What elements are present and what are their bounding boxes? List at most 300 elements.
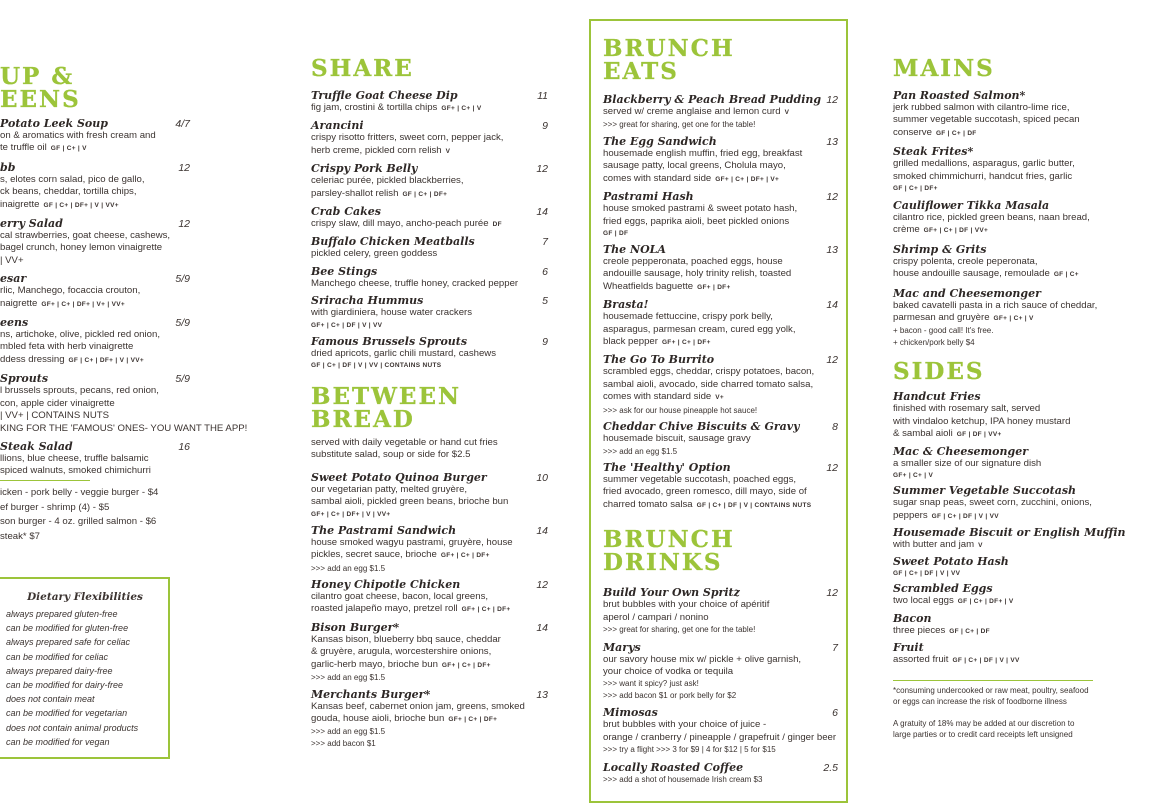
menu-item-name: Buffalo Chicken Meatballs: [311, 235, 475, 249]
menu-item-description: [311, 603, 548, 616]
menu-item-description-text: served w/ creme anglaise and lemon curd: [603, 106, 781, 117]
menu-item: [311, 89, 548, 115]
dietary-tags: V: [978, 541, 983, 549]
menu-item-description: [0, 199, 190, 212]
menu-item-description-text: housemade biscuit, sausage gravy: [603, 433, 751, 445]
menu-item-description-text: spiced walnuts, smoked chimichurri: [0, 465, 151, 477]
dietary-item: always prepared safe for celiac: [6, 637, 131, 648]
menu-item: [603, 461, 838, 512]
menu-item-description: [893, 428, 1153, 441]
gratuity-note: A gratuity of 18% may be added at our discretion to large parties or to credit card receipts left unsigned: [893, 718, 1075, 740]
menu-item: [311, 265, 548, 290]
dietary-tags: GF+ | C+ | V: [893, 472, 934, 480]
menu-item-description-text: house smoked wagyu pastrami, gruyère, house: [311, 536, 513, 548]
menu-item-description-text: & gruyère, arugula, worcestershire onions,: [311, 646, 492, 658]
menu-item-description-text: housemade english muffin, fried egg, breakfast: [603, 147, 803, 159]
menu-item-description: [893, 595, 1153, 608]
menu-item-price: 12: [178, 161, 190, 174]
menu-item-description: [311, 132, 548, 144]
menu-item: [603, 353, 838, 416]
menu-item-description-text: three pieces: [893, 624, 946, 636]
menu-item-description-text: cilantro rice, pickled green beans, naan bread,: [893, 212, 1090, 224]
brunch-eats-title: BRUNCH EATS: [603, 35, 735, 85]
menu-item: [0, 117, 190, 156]
menu-item-description-text: Manchego cheese, truffle honey, cracked pepper: [311, 277, 519, 289]
menu-item-name: Crab Cakes: [311, 205, 381, 219]
menu-item-name: Fruit: [893, 641, 924, 655]
menu-item-description-text: scrambled eggs, cheddar, crispy potatoes, bacon,: [603, 366, 815, 378]
menu-item-description: [603, 203, 838, 215]
menu-item-price: 12: [826, 462, 838, 474]
menu-item-description-text: llions, blue cheese, truffle balsamic: [0, 452, 149, 464]
menu-item: [893, 145, 1153, 194]
menu-item-description: [603, 486, 838, 498]
dietary-tags: GF | C+ | DF+ | V | VV+: [43, 201, 119, 209]
menu-item-description-text: brut bubbles with your choice of juice -: [603, 719, 767, 731]
menu-item-description-text: fried eggs, paprika aioli, beet pickled onions: [603, 215, 790, 227]
dietary-item: can be modified for celiac: [6, 651, 109, 662]
menu-item-description: [603, 666, 838, 678]
menu-item: [311, 294, 548, 330]
mains-title: MAINS: [893, 55, 995, 82]
menu-item-name: Sweet Potato Hash: [893, 555, 1009, 569]
menu-item-description: [311, 659, 548, 672]
menu-item-header: [603, 761, 838, 774]
menu-item-price: 13: [826, 135, 838, 148]
menu-item-description-text: aperol / campari / nonino: [603, 611, 709, 623]
menu-item-description: [603, 311, 838, 323]
menu-item: [0, 272, 190, 311]
menu-item-description-text: celeriac purée, pickled blackberries,: [311, 175, 464, 187]
menu-item-description-text: two local eggs: [893, 595, 954, 607]
menu-item-description: [603, 433, 838, 445]
menu-item-description-text: fig jam, crostini & tortilla chips: [311, 102, 438, 113]
menu-item-description: [0, 410, 190, 422]
dietary-tags: GF+ | C+ | DF+: [448, 715, 498, 723]
menu-item-note: >>> great for sharing, get one for the table!: [603, 625, 756, 635]
menu-item-header: [311, 205, 548, 218]
menu-item-description: [893, 224, 1153, 237]
menu-item: [893, 484, 1153, 523]
menu-item-description: [311, 348, 548, 360]
menu-item-price: 12: [536, 163, 548, 176]
menu-item-description-text: con, apple cider vinaigrette: [0, 397, 115, 409]
menu-item-description: [893, 458, 1153, 470]
menu-item-description: [0, 255, 190, 267]
menu-item-description: [311, 549, 548, 562]
menu-item-description: [603, 612, 838, 624]
menu-item-description: [311, 646, 548, 658]
menu-item-header: [603, 641, 838, 654]
menu-item-description-text: crème: [893, 224, 920, 236]
menu-item-description: [0, 186, 190, 198]
menu-item-description: [311, 496, 548, 508]
menu-item-price: 12: [536, 579, 548, 591]
menu-item-price: 5: [542, 295, 548, 308]
dietary-item: does not contain animal products: [6, 722, 139, 733]
menu-item-description: [311, 713, 548, 726]
brunch-column: [603, 37, 838, 785]
menu-item-header: [893, 582, 1153, 595]
menu-item-header: [603, 420, 838, 433]
menu-item-note: >>> add an egg $1.5: [311, 563, 386, 573]
menu-item: [603, 190, 838, 239]
menu-item-description: [603, 366, 838, 378]
menu-item: [893, 612, 1153, 638]
menu-item-note: >>> add an egg $1.5: [603, 446, 678, 456]
menu-item-note: + bacon - good call! It's free.: [893, 326, 994, 336]
menu-item-description-text: KING FOR THE 'FAMOUS' ONES- YOU WANT THE APP!: [0, 422, 248, 434]
menu-item-description-text: a smaller size of our signature dish: [893, 457, 1042, 469]
menu-item-name: The 'Healthy' Option: [603, 461, 731, 474]
menu-item-header: [893, 199, 1153, 212]
menu-item-price: 9: [542, 120, 548, 133]
menu-item: [311, 621, 548, 684]
menu-item-description: [0, 142, 190, 155]
menu-item: [893, 243, 1153, 282]
soup-greens-column: [0, 63, 248, 542]
menu-item-description: [0, 341, 190, 353]
menu-item-description-text: sambal aioli, avocado, side charred tomato salsa,: [603, 378, 814, 390]
share-title: SHARE: [311, 55, 414, 82]
menu-item-description-text: crispy slaw, dill mayo, ancho-peach purée: [311, 218, 489, 230]
menu-item-price: 16: [178, 440, 190, 453]
menu-item: [311, 578, 548, 617]
dietary-tags: GF | C+ | DF+: [893, 185, 938, 193]
menu-item: [0, 161, 190, 212]
menu-item-description-text: asparagus, parmesan cream, cured egg yolk,: [603, 323, 796, 335]
menu-item-note: >>> try a flight >>> 3 for $9 | 4 for $12 | 5 for $15: [603, 745, 776, 755]
menu-item-note: >>> add a shot of housemade Irish cream $3: [603, 774, 763, 784]
menu-item-description: [603, 599, 838, 611]
menu-item-description: [893, 510, 1153, 523]
dietary-tags: GF+ | C+ | DF+: [661, 338, 711, 346]
menu-item-description-text: your choice of vodka or tequila: [603, 665, 734, 677]
menu-item-description-text: assorted fruit: [893, 654, 949, 666]
dietary-tags: GF | C+ | DF | V | CONTAINS NUTS: [696, 501, 812, 509]
menu-item-description: [0, 130, 190, 142]
dietary-tags: GF+ | DF+: [697, 283, 731, 291]
dietary-tags: GF+ | C+ | DF+: [441, 661, 491, 669]
menu-item-name: Pan Roasted Salmon*: [893, 89, 1026, 102]
menu-item-name: Locally Roasted Coffee: [603, 760, 744, 774]
menu-item-description: [311, 634, 548, 646]
menu-item-header: [311, 524, 548, 537]
menu-item-name: Mimosas: [603, 706, 658, 720]
menu-item-name: The Go To Burrito: [603, 353, 715, 367]
menu-item-price: 8: [832, 421, 838, 434]
menu-item-header: [893, 612, 1153, 625]
menu-item-description: [603, 732, 838, 744]
menu-item-name: Steak Salad: [0, 439, 73, 453]
menu-item-description: [0, 453, 190, 465]
menu-item-description: [0, 298, 190, 311]
menu-item-description-text: comes with standard side: [603, 172, 712, 184]
menu-item-header: [603, 461, 838, 474]
menu-item-description: [311, 537, 548, 549]
menu-item-description-text: | VV+ | CONTAINS NUTS: [0, 410, 110, 422]
dietary-tags: GF | C+ | V: [50, 145, 87, 153]
menu-item-description-text: crispy polenta, creole peperonata,: [893, 255, 1038, 267]
menu-item-price: 12: [178, 218, 190, 231]
menu-item-description: [0, 174, 190, 186]
menu-item-description: [603, 654, 838, 666]
menu-item-description: [311, 307, 548, 319]
menu-item-description-text: parsley-shallot relish: [311, 187, 399, 199]
menu-item-price: 5/9: [175, 273, 190, 286]
dietary-title: Dietary Flexibilities: [27, 591, 143, 603]
menu-item-header: [893, 243, 1153, 256]
menu-item-description-text: Kansas bison, blueberry bbq sauce, cheddar: [311, 633, 501, 645]
addon-line: steak* $7: [0, 530, 41, 542]
menu-item-description: [0, 285, 190, 297]
dietary-item: always prepared dairy-free: [6, 665, 113, 676]
menu-item: [311, 205, 548, 231]
addon-line: ef burger - shrimp (4) - $5: [0, 501, 110, 513]
menu-item-price: 6: [542, 265, 548, 278]
dietary-item: can be modified for gluten-free: [6, 623, 129, 634]
menu-item-description: [893, 171, 1153, 183]
menu-item-description: [603, 160, 838, 172]
menu-item-header: [603, 190, 838, 203]
menu-item-header: [603, 135, 838, 148]
dietary-tags: GF+ | C+ | DF+: [461, 606, 511, 614]
menu-item-header: [0, 316, 190, 329]
menu-item-description-text: ns, artichoke, olive, pickled red onion,: [0, 329, 160, 341]
menu-item-header: [893, 390, 1153, 403]
menu-item-header: [311, 294, 548, 307]
menu-item-description: [893, 300, 1153, 312]
menu-item-price: 10: [536, 471, 548, 484]
menu-item-description-text: l brussels sprouts, pecans, red onion,: [0, 385, 159, 397]
menu-item-name: Sprouts: [0, 372, 49, 386]
menu-item-description: [311, 145, 548, 158]
menu-item-header: [311, 471, 548, 484]
dietary-tags: GF+ | C+ | V: [441, 105, 482, 112]
menu-item-header: [603, 706, 838, 719]
menu-item-description-text: house smoked pastrami & sweet potato hash,: [603, 203, 798, 215]
sides-items-list: [893, 390, 1153, 667]
menu-item-header: [0, 372, 190, 385]
dietary-item: can be modified for vegan: [6, 736, 110, 747]
menu-item-description-text: dried apricots, garlic chili mustard, cashews: [311, 347, 497, 359]
dietary-item: does not contain meat: [6, 694, 95, 705]
disclaimer: *consuming undercooked or raw meat, poultry, seafood or eggs can increase the risk of foodborne illness: [893, 685, 1089, 707]
dietary-tags: GF+ | C+ | DF | V | VV: [311, 321, 383, 329]
menu-item-description: [311, 175, 548, 187]
menu-item-description: [0, 465, 190, 477]
menu-item-name: Housemade Biscuit or English Muffin: [893, 525, 1126, 539]
menu-item-header: [603, 298, 838, 311]
menu-item-description-text: rlic, Manchego, focaccia crouton,: [0, 285, 141, 297]
menu-item-description: [311, 102, 548, 115]
menu-item-price: 12: [826, 191, 838, 204]
menu-item-description: [893, 127, 1153, 140]
menu-item-name: Brasta!: [603, 298, 649, 312]
dietary-tags: GF | C+ | DF: [935, 129, 977, 137]
between-bread-title: BETWEEN BREAD: [311, 383, 462, 434]
menu-item-description-text: pickles, secret sauce, brioche: [311, 549, 437, 561]
menu-item-header: [893, 555, 1153, 568]
menu-item-description-text: cilantro goat cheese, bacon, local greens,: [311, 591, 489, 602]
addons-divider: [0, 480, 90, 481]
menu-item-header: [311, 578, 548, 591]
menu-item-header: [311, 335, 548, 348]
menu-item-name: Potato Leek Soup: [0, 117, 108, 130]
menu-item-description: [0, 398, 190, 410]
menu-item-header: [893, 287, 1153, 300]
menu-item-description-text: s, elotes corn salad, pico de gallo,: [0, 173, 145, 185]
menu-item-description-text: gouda, house aioli, brioche bun: [311, 712, 445, 724]
menu-item-price: 11: [537, 90, 548, 102]
menu-item-header: [893, 89, 1153, 102]
menu-item: [311, 335, 548, 371]
dietary-tags: GF | C+: [1053, 271, 1079, 279]
menu-item-description-text: Kansas beef, cabernet onion jam, greens, smoked: [311, 700, 525, 712]
menu-item-header: [0, 272, 190, 285]
menu-item-header: [311, 119, 548, 132]
menu-item-description: [0, 329, 190, 341]
menu-item-header: [311, 688, 548, 701]
menu-item-header: [893, 145, 1153, 158]
menu-item: [603, 706, 838, 755]
menu-item-name: Scrambled Eggs: [893, 582, 993, 596]
menu-item-name: Build Your Own Spritz: [603, 586, 740, 600]
menu-item: [311, 162, 548, 201]
between-bread-items-list: [311, 471, 548, 749]
menu-item-description: [311, 484, 548, 496]
menu-item-name: Arancini: [311, 119, 364, 133]
sides-title: SIDES: [893, 358, 985, 386]
menu-item-description-text: finished with rosemary salt, served: [893, 403, 1041, 415]
menu-item-name: Sriracha Hummus: [311, 294, 424, 308]
menu-item-header: [0, 161, 190, 174]
menu-item-header: [0, 217, 190, 230]
menu-item: [893, 89, 1153, 140]
menu-item-price: 12: [826, 587, 838, 600]
menu-item-description: [603, 474, 838, 486]
dietary-tags: GF | C+ | DF+ | V: [957, 598, 1014, 606]
menu-item: [603, 298, 838, 349]
menu-item-description-text: herb creme, pickled corn relish: [311, 144, 442, 156]
menu-item-name: Shrimp & Grits: [893, 242, 987, 256]
dietary-tags: GF+ | C+ | DF+ | V+: [715, 175, 780, 183]
menu-item: [603, 761, 838, 786]
dietary-tags: GF+ | C+ | DF | VV+: [923, 227, 989, 235]
addon-line: son burger - 4 oz. grilled salmon - $6: [0, 516, 157, 527]
dietary-tags: GF | C+ | DF | V | VV: [952, 657, 1020, 665]
dietary-tags: GF+ | C+ | DF+: [440, 552, 490, 560]
menu-item-description-text: comes with standard side: [603, 391, 712, 403]
menu-item: [603, 93, 838, 131]
addon-line: icken - pork belly - veggie burger - $4: [0, 487, 159, 498]
menu-item-description-text: fried avocado, green romesco, dill mayo, side of: [603, 486, 807, 498]
dietary-tags: GF | C+ | DF | V | VV: [893, 570, 961, 578]
menu-item-header: [603, 243, 838, 256]
menu-item-description-text: baked cavatelli pasta in a rich sauce of cheddar,: [893, 299, 1098, 311]
between-bread-intro: served with daily vegetable or hand cut fries substitute salad, soup or side for $2.5: [311, 437, 498, 461]
sides-divider: [893, 680, 1093, 681]
menu-item-description: [603, 106, 838, 119]
dietary-tags: GF+ | C+ | V: [993, 315, 1034, 323]
menu-item-note: >>> want it spicy? just ask!: [603, 679, 699, 689]
menu-item-description: [893, 403, 1153, 415]
dietary-tags: GF+ | C+ | DF+ | V | VV+: [311, 510, 391, 518]
menu-item-description: [893, 268, 1153, 281]
menu-item-description-text: & sambal aioli: [893, 428, 953, 440]
menu-item: [311, 688, 548, 750]
menu-item-description-text: sambal aioli, pickled green beans, brioche bun: [311, 496, 509, 508]
menu-item-price: 12: [826, 354, 838, 367]
menu-item: [893, 555, 1153, 579]
menu-item: [603, 420, 838, 457]
dietary-item: can be modified for vegetarian: [6, 708, 128, 719]
brunch-drinks-title: BRUNCH DRINKS: [603, 526, 735, 577]
menu-item-name: bb: [0, 160, 16, 174]
menu-item-name: eens: [0, 316, 29, 330]
menu-item: [603, 641, 838, 702]
menu-item: [603, 243, 838, 294]
menu-item-header: [603, 93, 838, 106]
menu-item: [603, 586, 838, 635]
menu-item-description: [311, 218, 548, 231]
menu-item-description: [603, 148, 838, 160]
menu-item-price: 13: [826, 243, 838, 256]
menu-item-price: 14: [536, 524, 548, 537]
menu-item-description-text: inaigrette: [0, 198, 40, 210]
menu-item: [893, 582, 1153, 608]
menu-item-description-text: cal strawberries, goat cheese, cashews,: [0, 230, 171, 242]
menu-item-name: Merchants Burger*: [311, 687, 431, 701]
menu-item-description-text: house andouille sausage, remoulade: [893, 268, 1050, 280]
dietary-tags: GF | DF: [603, 229, 629, 237]
menu-item-description-text: our savory house mix w/ pickle + olive garnish,: [603, 653, 802, 665]
menu-item-description: [603, 173, 838, 186]
menu-item-description: [893, 256, 1153, 268]
menu-item: [0, 372, 248, 435]
menu-item-name: Cauliflower Tikka Masala: [893, 199, 1050, 213]
menu-item-description: [311, 188, 548, 201]
menu-item-name: Bison Burger*: [311, 620, 400, 634]
menu-item-price: 12: [826, 94, 838, 106]
menu-item-description: [603, 268, 838, 280]
menu-item-description-text: on & aromatics with fresh cream and: [0, 130, 156, 141]
dietary-item: always prepared gluten-free: [6, 609, 118, 619]
menu-item-price: 5/9: [175, 373, 190, 386]
menu-item-description: [603, 336, 838, 349]
menu-item-description-text: naigrette: [0, 297, 38, 309]
menu-item-price: 5/9: [175, 317, 190, 330]
menu-item-header: [0, 117, 190, 130]
share-items-list: [311, 89, 548, 371]
menu-item-description: [0, 422, 248, 435]
menu-item-header: [603, 353, 838, 366]
menu-item-name: Handcut Fries: [893, 390, 981, 404]
menu-item-description-text: garlic-herb mayo, brioche bun: [311, 658, 438, 670]
menu-item-price: 4/7: [175, 118, 190, 130]
menu-item: [893, 390, 1153, 441]
menu-item-name: Mac & Cheesemonger: [893, 444, 1028, 458]
menu-item-header: [311, 235, 548, 248]
dietary-tags: V: [445, 147, 451, 155]
menu-item-description-text: bagel crunch, honey lemon vinaigrette: [0, 242, 163, 254]
menu-item-description: [311, 701, 548, 713]
menu-item-note: >>> add bacon $1 or pork belly for $2: [603, 690, 737, 700]
menu-item-header: [893, 445, 1153, 458]
menu-item-note: + chicken/pork belly $4: [893, 337, 975, 347]
menu-item: [311, 471, 548, 520]
menu-item-note: >>> great for sharing, get one for the table!: [603, 120, 756, 130]
